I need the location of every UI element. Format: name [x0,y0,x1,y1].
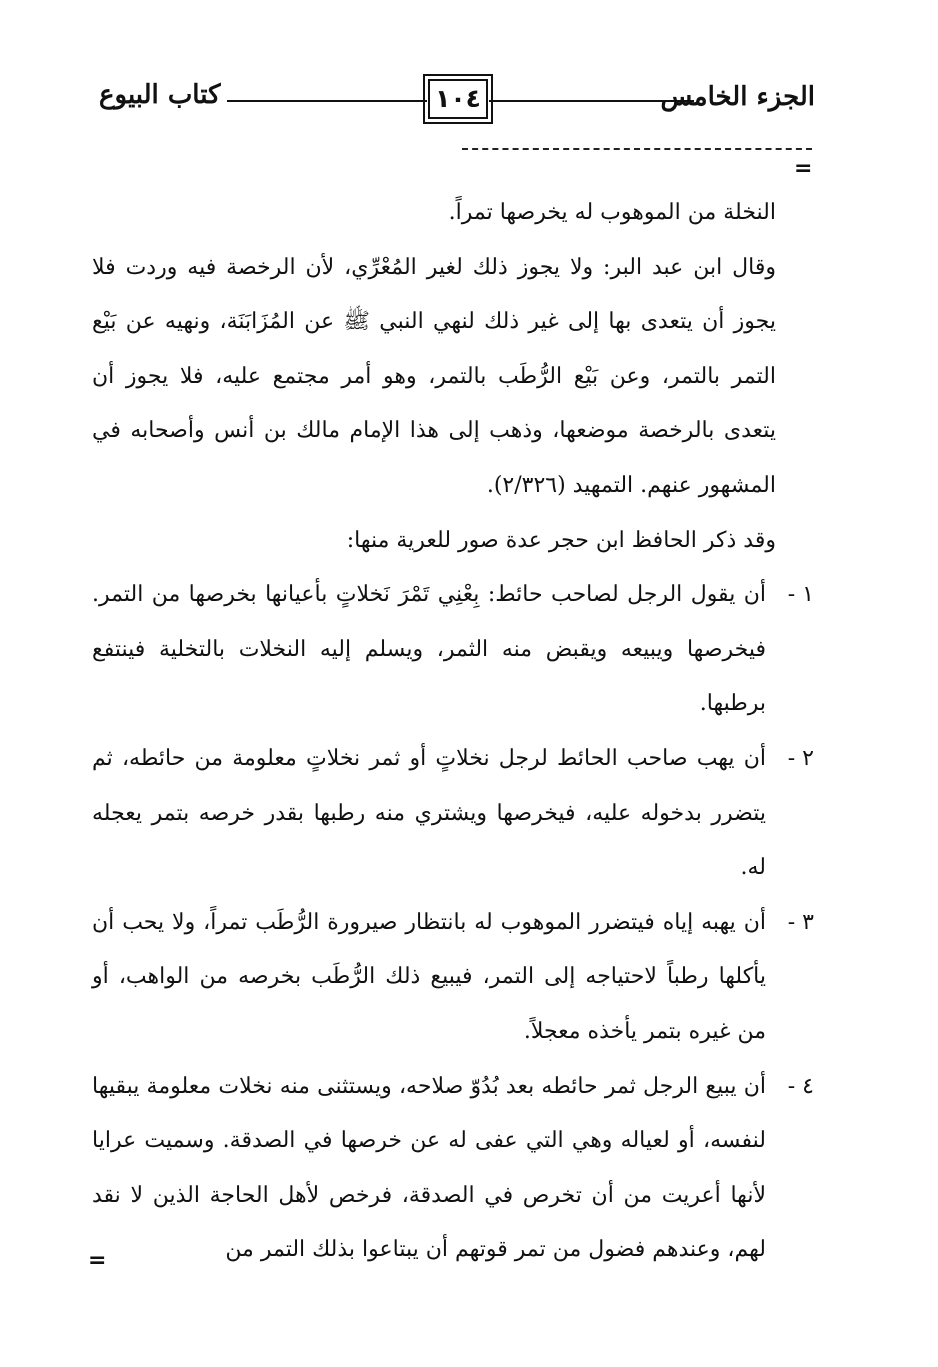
list-item [92,732,814,896]
page-header [85,72,815,128]
list-item-number: ٤ - [787,1073,814,1099]
paragraph-ibn-hajar-intro: وقد ذكر الحافظ ابن حجر عدة صور للعرية منها: [346,527,776,553]
footnote-separator [462,148,812,150]
main-text [92,186,814,1278]
list-item-text: أن يهب صاحب الحائط لرجل نخلاتٍ أو ثمر نخلاتٍ معلومة من حائطه، ثم يتضرر بدخوله عليه، فيخرصها ويشتري منه رطبها بقدر خرصه بتمر يعجله له. [92,745,766,881]
list-item-text: أن يهبه إياه فيتضرر الموهوب له بانتظار صيرورة الرُّطَب تمراً، ولا يحب أن يأكلها رطباً لاحتياجه إلى التمر، فيبيع ذلك الرُّطَب بخرصه من الواهب، أو من غيره بتمر يأخذه معجلاً. [92,909,766,1044]
continuation-mark-top: = [794,156,813,181]
header-rule-left [227,100,427,102]
page-number: ١٠٤ [428,79,488,119]
list-item [92,1060,814,1278]
list-item [92,568,814,732]
book-title: كتاب البيوع [99,80,221,110]
paragraph-ibn-abd-al-barr: وقال ابن عبد البر: ولا يجوز ذلك لغير المُعْرِّي، لأن الرخصة فيه وردت فلا يجوز أن يتعدى بها إلى غير ذلك لنهي النبي ﷺ عن المُزَابَنَة، ونهيه عن بَيْع التمر بالتمر، وعن بَيْع الرُّطَب بالتمر، وهو أمر مجتمع عليه، فلا يجوز أن يتعدى بالرخصة موضعها، وذهب إلى هذا الإمام مالك بن أنس وأصحابه في المشهور عنهم. التمهيد (٢/٣٢٦). [92,254,776,498]
list-item-text: أن يقول الرجل لصاحب حائط: بِعْنِي تَمْرَ نَخلاتٍ بأعيانها بخرصها من التمر. فيخرصها ويبيعه ويقبض منه الثمر، ويسلم إليه النخلات بالتخلية فينتفع برطبها. [92,582,766,717]
paragraph-continuation: النخلة من الموهوب له يخرصها تمراً. [448,200,776,225]
list-item-number: ١ - [787,582,814,608]
continuation-mark-bottom: = [88,1248,107,1273]
list-item-number: ٣ - [787,909,814,935]
list-item [92,896,814,1060]
part-title: الجزء الخامس [660,82,815,112]
list-item-text: أن يبيع الرجل ثمر حائطه بعد بُدُوّ صلاحه، ويستثنى منه نخلات معلومة يبقيها لنفسه، أو لعياله وهي التي عفى له عن خرصها في الصدقة. وسميت عرايا لأنها أعريت من أن تخرص في الصدقة، فرخص لأهل الحاجة الذين لا نقد لهم، وعندهم فضول من تمر قوتهم أن يبتاعوا بذلك التمر من [92,1073,766,1263]
list-item-number: ٢ - [787,745,814,771]
